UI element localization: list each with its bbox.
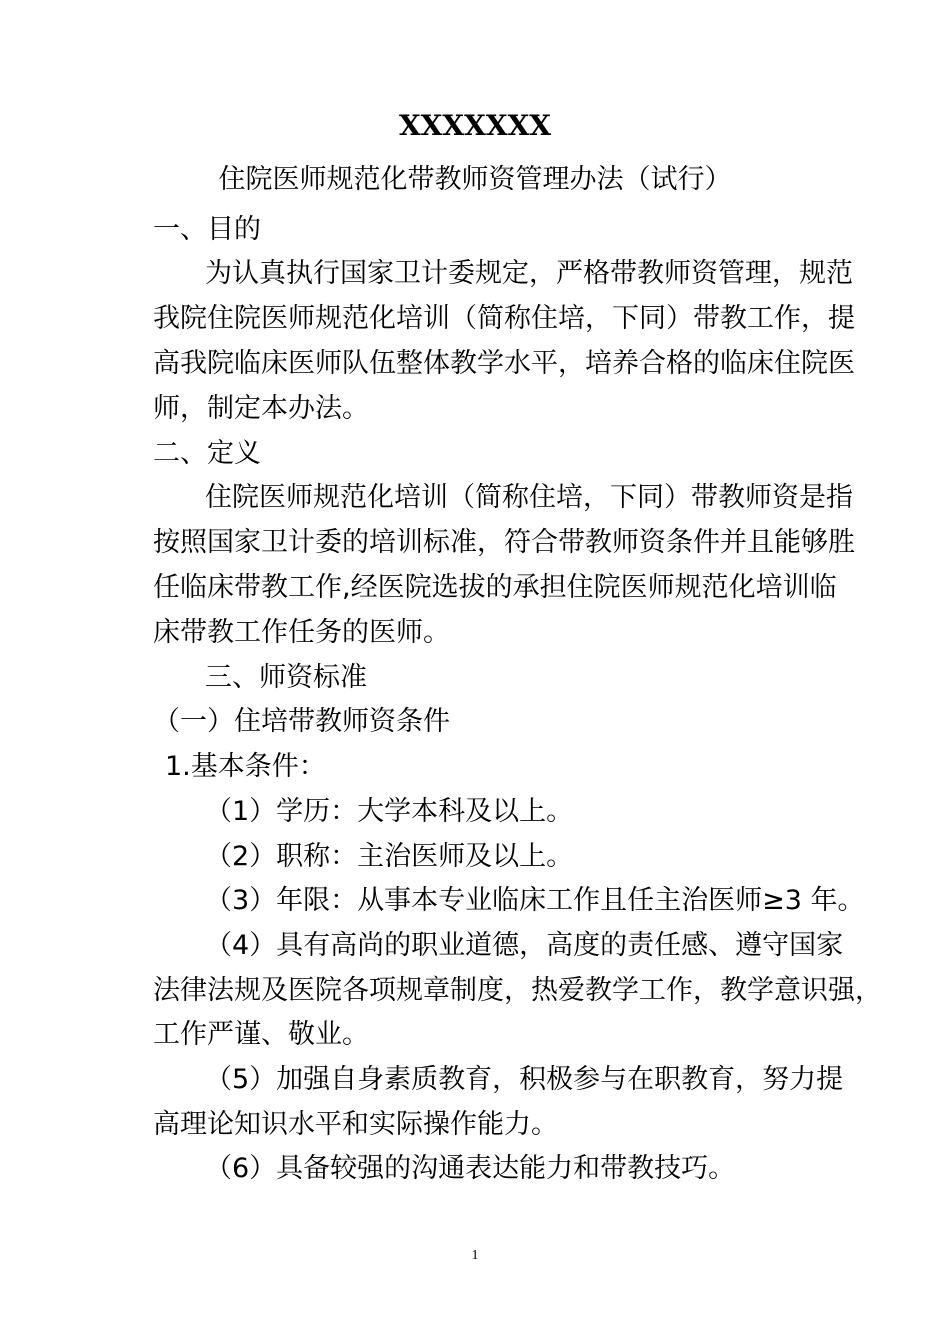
condition-item-cont: 高理论知识水平和实际操作能力。 — [153, 1109, 558, 1140]
paragraph-line: 床带教工作任务的医师。 — [153, 617, 450, 648]
condition-item-cont: 法律法规及医院各项规章制度，热爱教学工作，教学意识强， — [153, 975, 882, 1006]
paragraph-line: 师，制定本办法。 — [153, 393, 369, 424]
document-code: XXXXXXX — [398, 109, 552, 142]
paragraph-line: 为认真执行国家卫计委规定，严格带教师资管理，规范 — [205, 258, 853, 289]
condition-item: （6）具备较强的沟通表达能力和带教技巧。 — [205, 1153, 736, 1184]
section-heading-definition: 二、定义 — [153, 438, 261, 469]
paragraph-line: 高我院临床医师队伍整体教学水平，培养合格的临床住院医 — [153, 348, 855, 379]
paragraph-line: 我院住院医师规范化培训（简称住培，下同）带教工作，提 — [153, 303, 855, 334]
condition-item: （1）学历：大学本科及以上。 — [205, 796, 574, 827]
section-heading-purpose: 一、目的 — [153, 214, 261, 245]
condition-item: （3）年限：从事本专业临床工作且任主治医师≥3 年。 — [205, 885, 865, 916]
subsection-heading: （一）住培带教师资条件 — [153, 706, 450, 737]
document-title: 住院医师规范化带教师资管理办法（试行） — [218, 164, 732, 195]
condition-item: （4）具有高尚的职业道德，高度的责任感、遵守国家 — [205, 930, 844, 961]
page-number: 1 — [471, 1248, 479, 1263]
paragraph-line: 按照国家卫计委的培训标准，符合带教师资条件并且能够胜 — [153, 527, 855, 558]
paragraph-line: 住院医师规范化培训（简称住培，下同）带教师资是指 — [205, 482, 853, 513]
basic-conditions-heading: 1.基本条件： — [165, 751, 326, 782]
condition-item: （5）加强自身素质教育，积极参与在职教育，努力提 — [205, 1064, 844, 1095]
condition-item: （2）职称：主治医师及以上。 — [205, 841, 574, 872]
paragraph-line: 任临床带教工作,经医院选拔的承担住院医师规范化培训临 — [153, 572, 837, 603]
section-heading-standards: 三、师资标准 — [205, 662, 367, 693]
condition-item-cont: 工作严谨、敬业。 — [153, 1019, 369, 1050]
